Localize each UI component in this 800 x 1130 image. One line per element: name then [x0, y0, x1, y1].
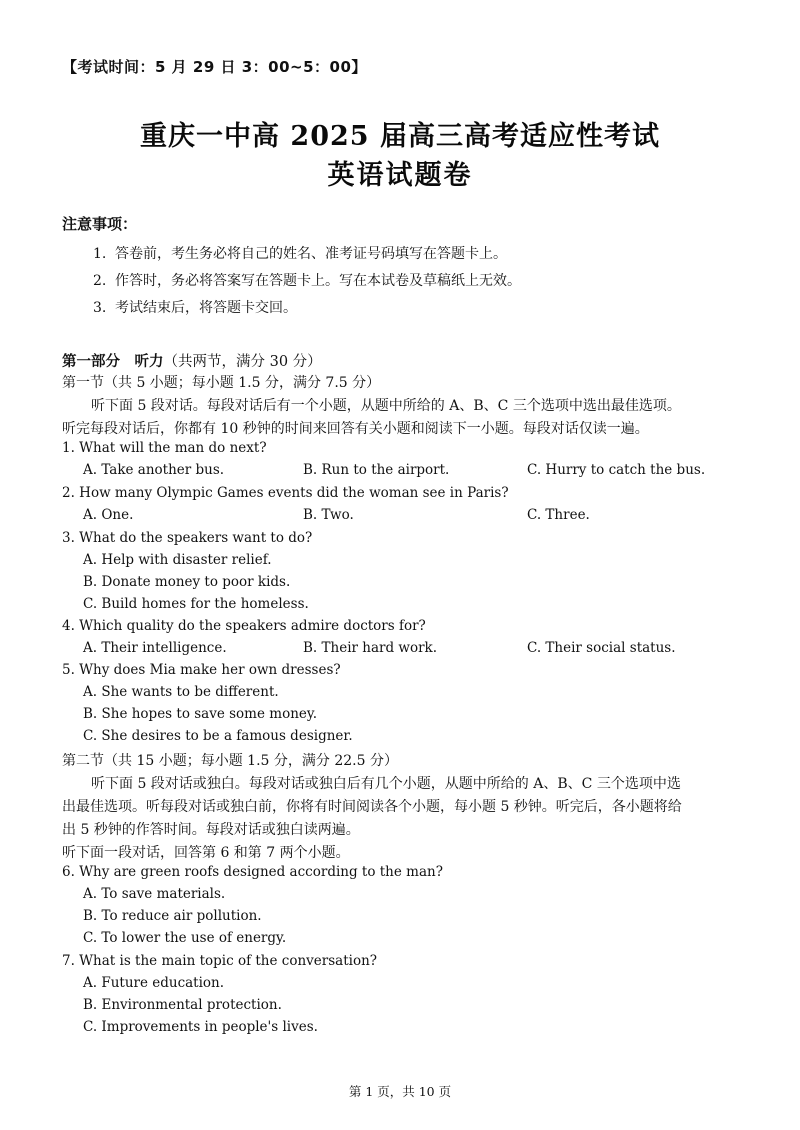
part1-heading-sub: （共两节，满分 30 分） — [163, 354, 322, 370]
section1-instruction: 听完每段对话后，你都有 10 秒钟的时间来回答有关小题和阅读下一小题。每段对话仅读一遍。 — [62, 421, 649, 437]
option-b: B. She hopes to save some money. — [83, 706, 318, 722]
option-b: B. Their hard work. — [303, 640, 437, 656]
notice-heading: 注意事项： — [62, 215, 138, 233]
option-a: A. Help with disaster relief. — [83, 552, 272, 568]
part1-heading-text: 第一部分 听力 — [62, 354, 164, 370]
option-a: A. Future education. — [83, 975, 225, 991]
option-b: B. Run to the airport. — [303, 462, 450, 478]
part1-heading — [62, 350, 322, 371]
notice-item — [93, 297, 297, 317]
option-a: A. Take another bus. — [83, 462, 225, 478]
section2-instruction: 出 5 秒钟的作答时间。每段对话或独白读两遍。 — [62, 822, 360, 838]
notice-item-text: 答卷前，考生务必将自己的姓名、准考证号码填写在答题卡上。 — [115, 246, 507, 262]
notice-item — [93, 270, 521, 290]
section1-heading: 第一节（共 5 小题；每小题 1.5 分，满分 7.5 分） — [62, 375, 381, 391]
option-c: C. Their social status. — [527, 640, 676, 656]
section2-instruction: 听下面 5 段对话或独白。每段对话或独白后有几个小题，从题中所给的 A、B、C 三个选项中选 — [91, 776, 681, 792]
question-stem: 2. How many Olympic Games events did the woman see in Paris? — [62, 485, 509, 501]
option-c: C. Improvements in people's lives. — [83, 1019, 318, 1035]
option-c: C. Hurry to catch the bus. — [527, 462, 706, 478]
exam-subtitle: 英语试题卷 — [327, 160, 473, 191]
question-stem: 3. What do the speakers want to do? — [62, 530, 313, 546]
option-a: A. To save materials. — [83, 886, 226, 902]
section2-instruction: 出最佳选项。听每段对话或独白前，你将有时间阅读各个小题，每小题 5 秒钟。听完后，各小题将给 — [62, 799, 682, 815]
option-c: C. To lower the use of energy. — [83, 930, 287, 946]
exam-title: 重庆一中高 2025 届高三高考适应性考试 — [140, 121, 660, 152]
notice-item — [93, 243, 507, 263]
option-b: B. Two. — [303, 507, 354, 523]
page-number: 第 1 页，共 10 页 — [348, 1084, 452, 1099]
option-b: B. Environmental protection. — [83, 997, 282, 1013]
notice-item-text: 考试结束后，将答题卡交回。 — [115, 300, 297, 316]
option-c: C. Build homes for the homeless. — [83, 596, 309, 612]
notice-item-number: 1. — [93, 246, 107, 262]
option-c: C. She desires to be a famous designer. — [83, 728, 353, 744]
option-b: B. Donate money to poor kids. — [83, 574, 291, 590]
question-stem: 7. What is the main topic of the conversation? — [62, 953, 378, 969]
exam-time: 【考试时间：5 月 29 日 3：00~5：00】 — [62, 58, 367, 76]
notice-item-number: 2. — [93, 273, 107, 289]
option-b: B. To reduce air pollution. — [83, 908, 262, 924]
section2-sub-instruction: 听下面一段对话，回答第 6 和第 7 两个小题。 — [62, 845, 350, 861]
question-stem: 6. Why are green roofs designed according to the man? — [62, 864, 443, 880]
option-a: A. One. — [83, 507, 134, 523]
question-stem: 1. What will the man do next? — [62, 440, 267, 456]
section2-heading: 第二节（共 15 小题；每小题 1.5 分，满分 22.5 分） — [62, 753, 398, 769]
option-a: A. Their intelligence. — [83, 640, 227, 656]
question-stem: 5. Why does Mia make her own dresses? — [62, 662, 341, 678]
notice-item-number: 3. — [93, 300, 107, 316]
option-a: A. She wants to be different. — [83, 684, 279, 700]
section1-instruction: 听下面 5 段对话。每段对话后有一个小题，从题中所给的 A、B、C 三个选项中选出最佳选项。 — [91, 398, 681, 414]
notice-item-text: 作答时，务必将答案写在答题卡上。写在本试卷及草稿纸上无效。 — [115, 273, 521, 289]
question-stem: 4. Which quality do the speakers admire doctors for? — [62, 618, 426, 634]
option-c: C. Three. — [527, 507, 590, 523]
